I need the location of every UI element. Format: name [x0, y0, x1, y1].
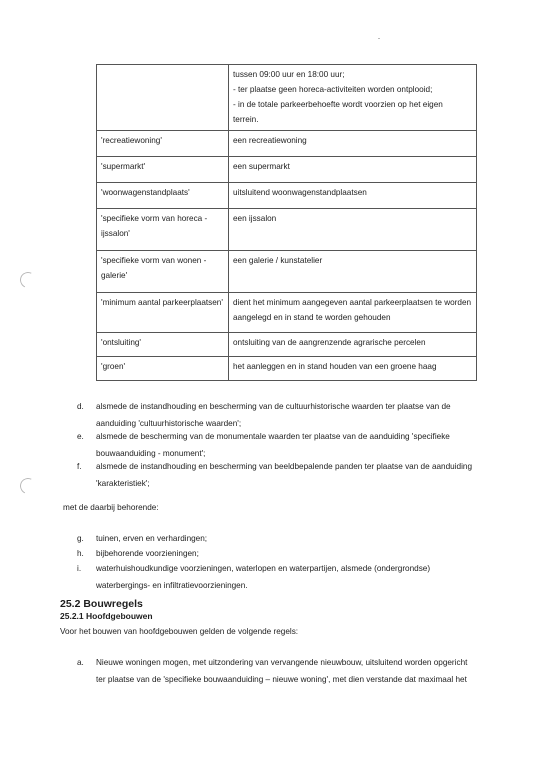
definition-cell: een galerie / kunstatelier — [229, 251, 477, 293]
term-cell: 'ontsluiting' — [97, 333, 229, 357]
list-text: Nieuwe woningen mogen, met uitzondering van vervangende nieuwbouw, uitsluitend worden opgericht ter plaatse van de 'specifieke bouwaanduiding – nieuwe woning', met dien verstande dat maximaal het — [96, 658, 468, 684]
definition-line: tussen 09:00 uur en 18:00 uur; — [233, 70, 345, 79]
list-marker: i. — [77, 564, 82, 573]
table-row — [97, 131, 477, 157]
list-marker: e. — [77, 432, 84, 441]
table-row — [97, 357, 477, 381]
list-text: alsmede de instandhouding en bescherming van beeldbepalende panden ter plaatse van de aanduiding 'karakteristiek'; — [96, 462, 473, 488]
definition-line: - in de totale parkeerbehoefte wordt voorzien op het eigen — [233, 100, 443, 109]
definitions-table — [96, 64, 477, 381]
definition-cell: een recreatiewoning — [229, 131, 477, 157]
list-text: alsmede de bescherming van de monumentale waarden ter plaatse van de aanduiding 'specifieke bouwaanduiding - monument'; — [96, 432, 450, 458]
list-marker: g. — [77, 534, 84, 543]
definition-cell: een ijssalon — [229, 209, 477, 251]
section-heading: 25.2 Bouwregels — [60, 598, 143, 610]
table-row — [97, 209, 477, 251]
section-intro: Voor het bouwen van hoofdgebouwen gelden de volgende regels: — [60, 627, 299, 636]
term-cell: 'woonwagenstandplaats' — [97, 183, 229, 209]
list-text: bijbehorende voorzieningen; — [96, 549, 199, 558]
list-text: waterhuishoudkundige voorzieningen, waterlopen en waterpartijen, alsmede (ondergrondse) waterbergings- en infiltratievoorzieningen. — [96, 564, 431, 590]
table-row — [97, 293, 477, 333]
definition-cell: ontsluiting van de aangrenzende agrarische percelen — [229, 333, 477, 357]
term-cell: 'specifieke vorm van horeca - ijssalon' — [97, 209, 229, 251]
list-marker: h. — [77, 549, 84, 558]
subsection-heading: 25.2.1 Hoofdgebouwen — [60, 611, 153, 621]
definition-cell: het aanleggen en in stand houden van een groene haag — [229, 357, 477, 381]
term-cell: 'supermarkt' — [97, 157, 229, 183]
scan-speck — [378, 38, 380, 39]
term-cell: 'minimum aantal parkeerplaatsen' — [97, 293, 229, 333]
intro-text: met de daarbij behorende: — [63, 503, 159, 512]
list-text: tuinen, erven en verhardingen; — [96, 534, 208, 543]
binding-hole-icon — [18, 476, 39, 497]
term-cell: 'groen' — [97, 357, 229, 381]
definition-cell: dient het minimum aangegeven aantal parkeerplaatsen te worden aangelegd en in stand te worden gehouden — [229, 293, 477, 333]
definition-cell — [229, 65, 477, 131]
list-marker: d. — [77, 402, 84, 411]
list-text: alsmede de instandhouding en bescherming van de cultuurhistorische waarden ter plaatse van de aanduiding 'cultuurhistorische waarden'; — [96, 402, 451, 428]
term-cell: 'specifieke vorm van wonen - galerie' — [97, 251, 229, 293]
term-cell — [97, 65, 229, 131]
definition-cell: uitsluitend woonwagenstandplaatsen — [229, 183, 477, 209]
table-row — [97, 157, 477, 183]
term-cell: 'recreatiewoning' — [97, 131, 229, 157]
list-marker: a. — [77, 658, 84, 667]
table-row — [97, 65, 477, 131]
binding-hole-icon — [18, 270, 39, 291]
list-marker: f. — [77, 462, 82, 471]
definition-line: terrein. — [233, 115, 259, 124]
table-row — [97, 333, 477, 357]
definition-line: - ter plaatse geen horeca-activiteiten worden ontplooid; — [233, 85, 433, 94]
table-row — [97, 183, 477, 209]
definition-cell: een supermarkt — [229, 157, 477, 183]
table-row — [97, 251, 477, 293]
